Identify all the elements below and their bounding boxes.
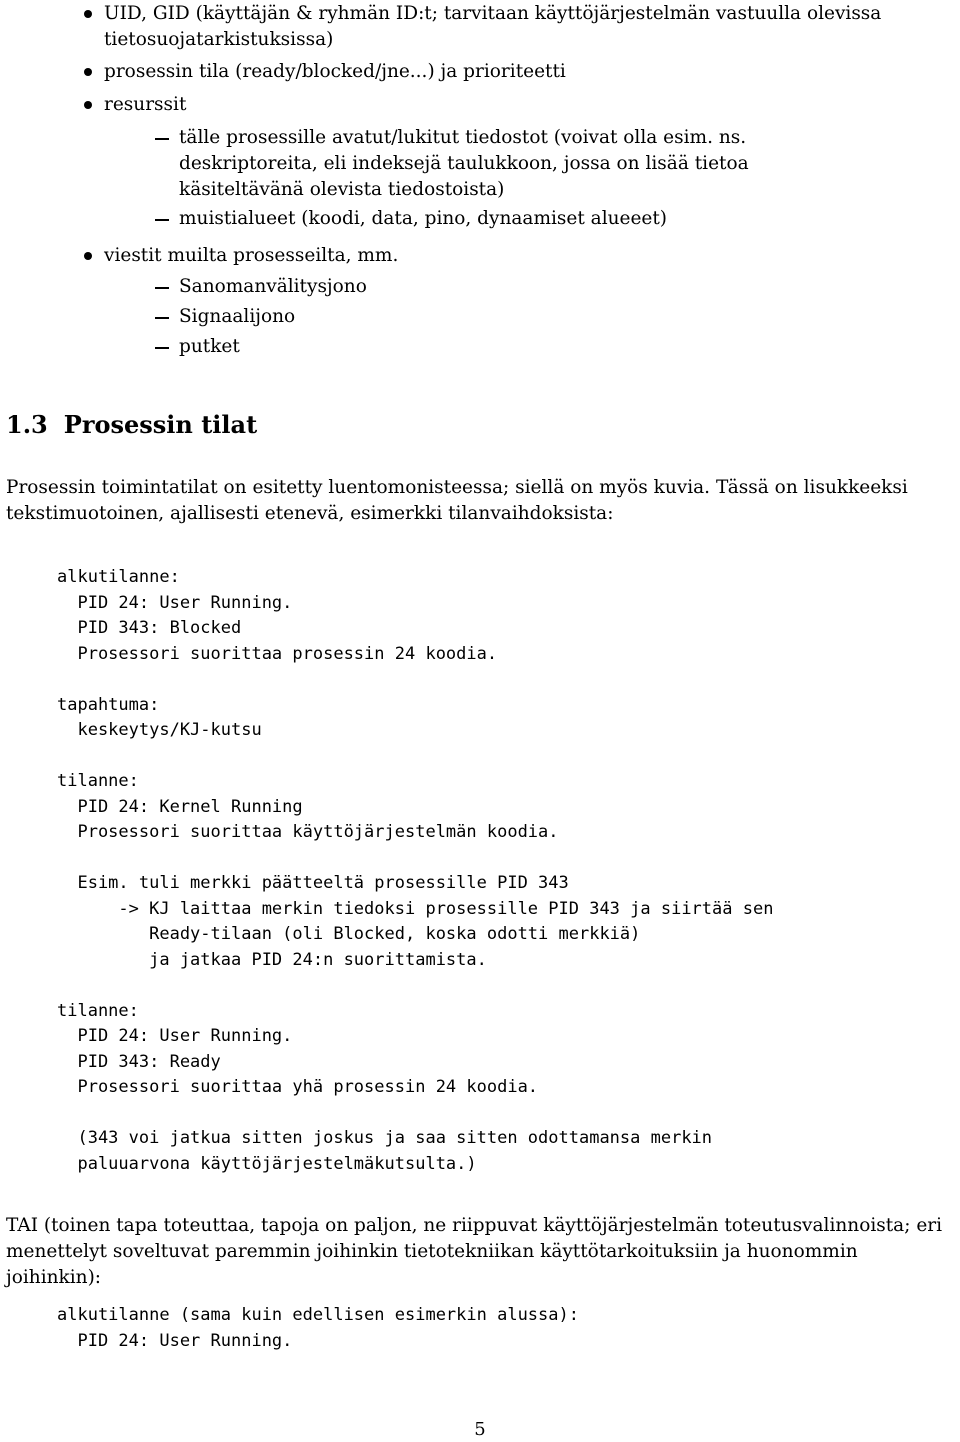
code-line: Esim. tuli merkki päätteeltä prosessille PID 343	[57, 873, 569, 893]
code-line	[57, 744, 773, 770]
dash-icon	[155, 138, 169, 140]
code-line: tapahtuma:	[57, 694, 160, 715]
sub-item-memory	[179, 206, 879, 232]
dash-icon	[155, 287, 169, 289]
code-line: tilanne:	[57, 1000, 139, 1021]
code-line	[57, 667, 773, 693]
alternative-paragraph: TAI (toinen tapa toteuttaa, tapoja on paljon, ne riippuvat käyttöjärjestelmän toteutusvalinnoista; eri menettelyt soveltuvat paremmin joihinkin tietotekniikan käyttötarkoituksiin ja huonommin joihinkin):	[6, 1215, 943, 1288]
bullet-item-state	[104, 59, 924, 85]
code-line: -> KJ laittaa merkin tiedoksi prosessille PID 343 ja siirtää sen	[57, 898, 774, 919]
sub-item-text: tälle prosessille avatut/lukitut tiedostot (voivat olla esim. ns. deskriptoreita, eli indeksejä taulukkoon, jossa on lisää tietoa käsiteltävänä olevista tiedostoista)	[179, 127, 749, 200]
code-line: alkutilanne (sama kuin edellisen esimerkin alussa):	[57, 1305, 579, 1325]
bullet-icon	[84, 68, 92, 76]
dash-icon	[155, 347, 169, 349]
sub-item-message-queue	[179, 274, 879, 300]
bullet-icon	[84, 10, 92, 18]
bullet-text: resurssit	[104, 94, 187, 115]
section-number: 1.3	[6, 410, 48, 439]
sub-item-text: muistialueet (koodi, data, pino, dynaamiset alueeet)	[179, 208, 668, 229]
sub-item-files	[179, 125, 879, 203]
code-line: Prosessori suorittaa käyttöjärjestelmän koodia.	[57, 822, 559, 842]
sub-item-signal-queue	[179, 304, 879, 330]
bullet-text: prosessin tila (ready/blocked/jne...) ja prioriteetti	[104, 61, 566, 82]
code-block-alternative	[57, 1303, 579, 1354]
bullet-text: UID, GID (käyttäjän & ryhmän ID:t; tarvitaan käyttöjärjestelmän vastuulla olevissa tietosuojatarkistuksissa)	[104, 3, 882, 50]
code-line: Prosessori suorittaa prosessin 24 koodia.	[57, 643, 498, 664]
section-heading	[6, 408, 257, 442]
sub-item-pipes	[179, 334, 879, 360]
bullet-icon	[84, 101, 92, 109]
code-line: PID 24: User Running.	[57, 592, 293, 613]
code-line	[57, 1101, 773, 1127]
sub-item-text: Signaalijono	[179, 306, 296, 327]
sub-item-text: putket	[179, 336, 240, 357]
code-line: keskeytys/KJ-kutsu	[57, 720, 262, 740]
code-line: alkutilanne:	[57, 567, 180, 587]
code-line: PID 24: Kernel Running	[57, 796, 303, 817]
code-line: Prosessori suorittaa yhä prosessin 24 koodia.	[57, 1077, 539, 1097]
bullet-icon	[84, 252, 92, 260]
code-line: PID 24: User Running.	[57, 1330, 293, 1351]
dash-icon	[155, 219, 169, 221]
code-line: Ready-tilaan (oli Blocked, koska odotti merkkiä)	[57, 924, 641, 944]
dash-icon	[155, 317, 169, 319]
bullet-text: viestit muilta prosesseilta, mm.	[104, 245, 399, 266]
bullet-item-messages	[104, 243, 924, 269]
page-number: 5	[474, 1419, 486, 1440]
sub-item-text: Sanomanvälitysjono	[179, 276, 367, 297]
bullet-item-resources	[104, 92, 924, 118]
code-line	[57, 846, 773, 872]
code-line: paluuarvona käyttöjärjestelmäkutsulta.)	[57, 1153, 477, 1174]
code-line: PID 24: User Running.	[57, 1026, 293, 1046]
code-line: (343 voi jatkua sitten joskus ja saa sitten odottamansa merkin	[57, 1128, 713, 1148]
code-line: ja jatkaa PID 24:n suorittamista.	[57, 949, 487, 970]
code-line: PID 343: Blocked	[57, 618, 242, 638]
code-block-example	[57, 565, 773, 1177]
intro-paragraph: Prosessin toimintatilat on esitetty luentomonisteessa; siellä on myös kuvia. Tässä on lisukkeeksi tekstimuotoinen, ajallisesti etenevä, esimerkki tilanvaihdoksista:	[6, 477, 908, 524]
code-line: tilanne:	[57, 771, 139, 791]
code-line: PID 343: Ready	[57, 1051, 221, 1072]
section-title: Prosessin tilat	[63, 410, 258, 439]
bullet-item-uid-gid	[104, 1, 924, 53]
code-line	[57, 973, 773, 999]
